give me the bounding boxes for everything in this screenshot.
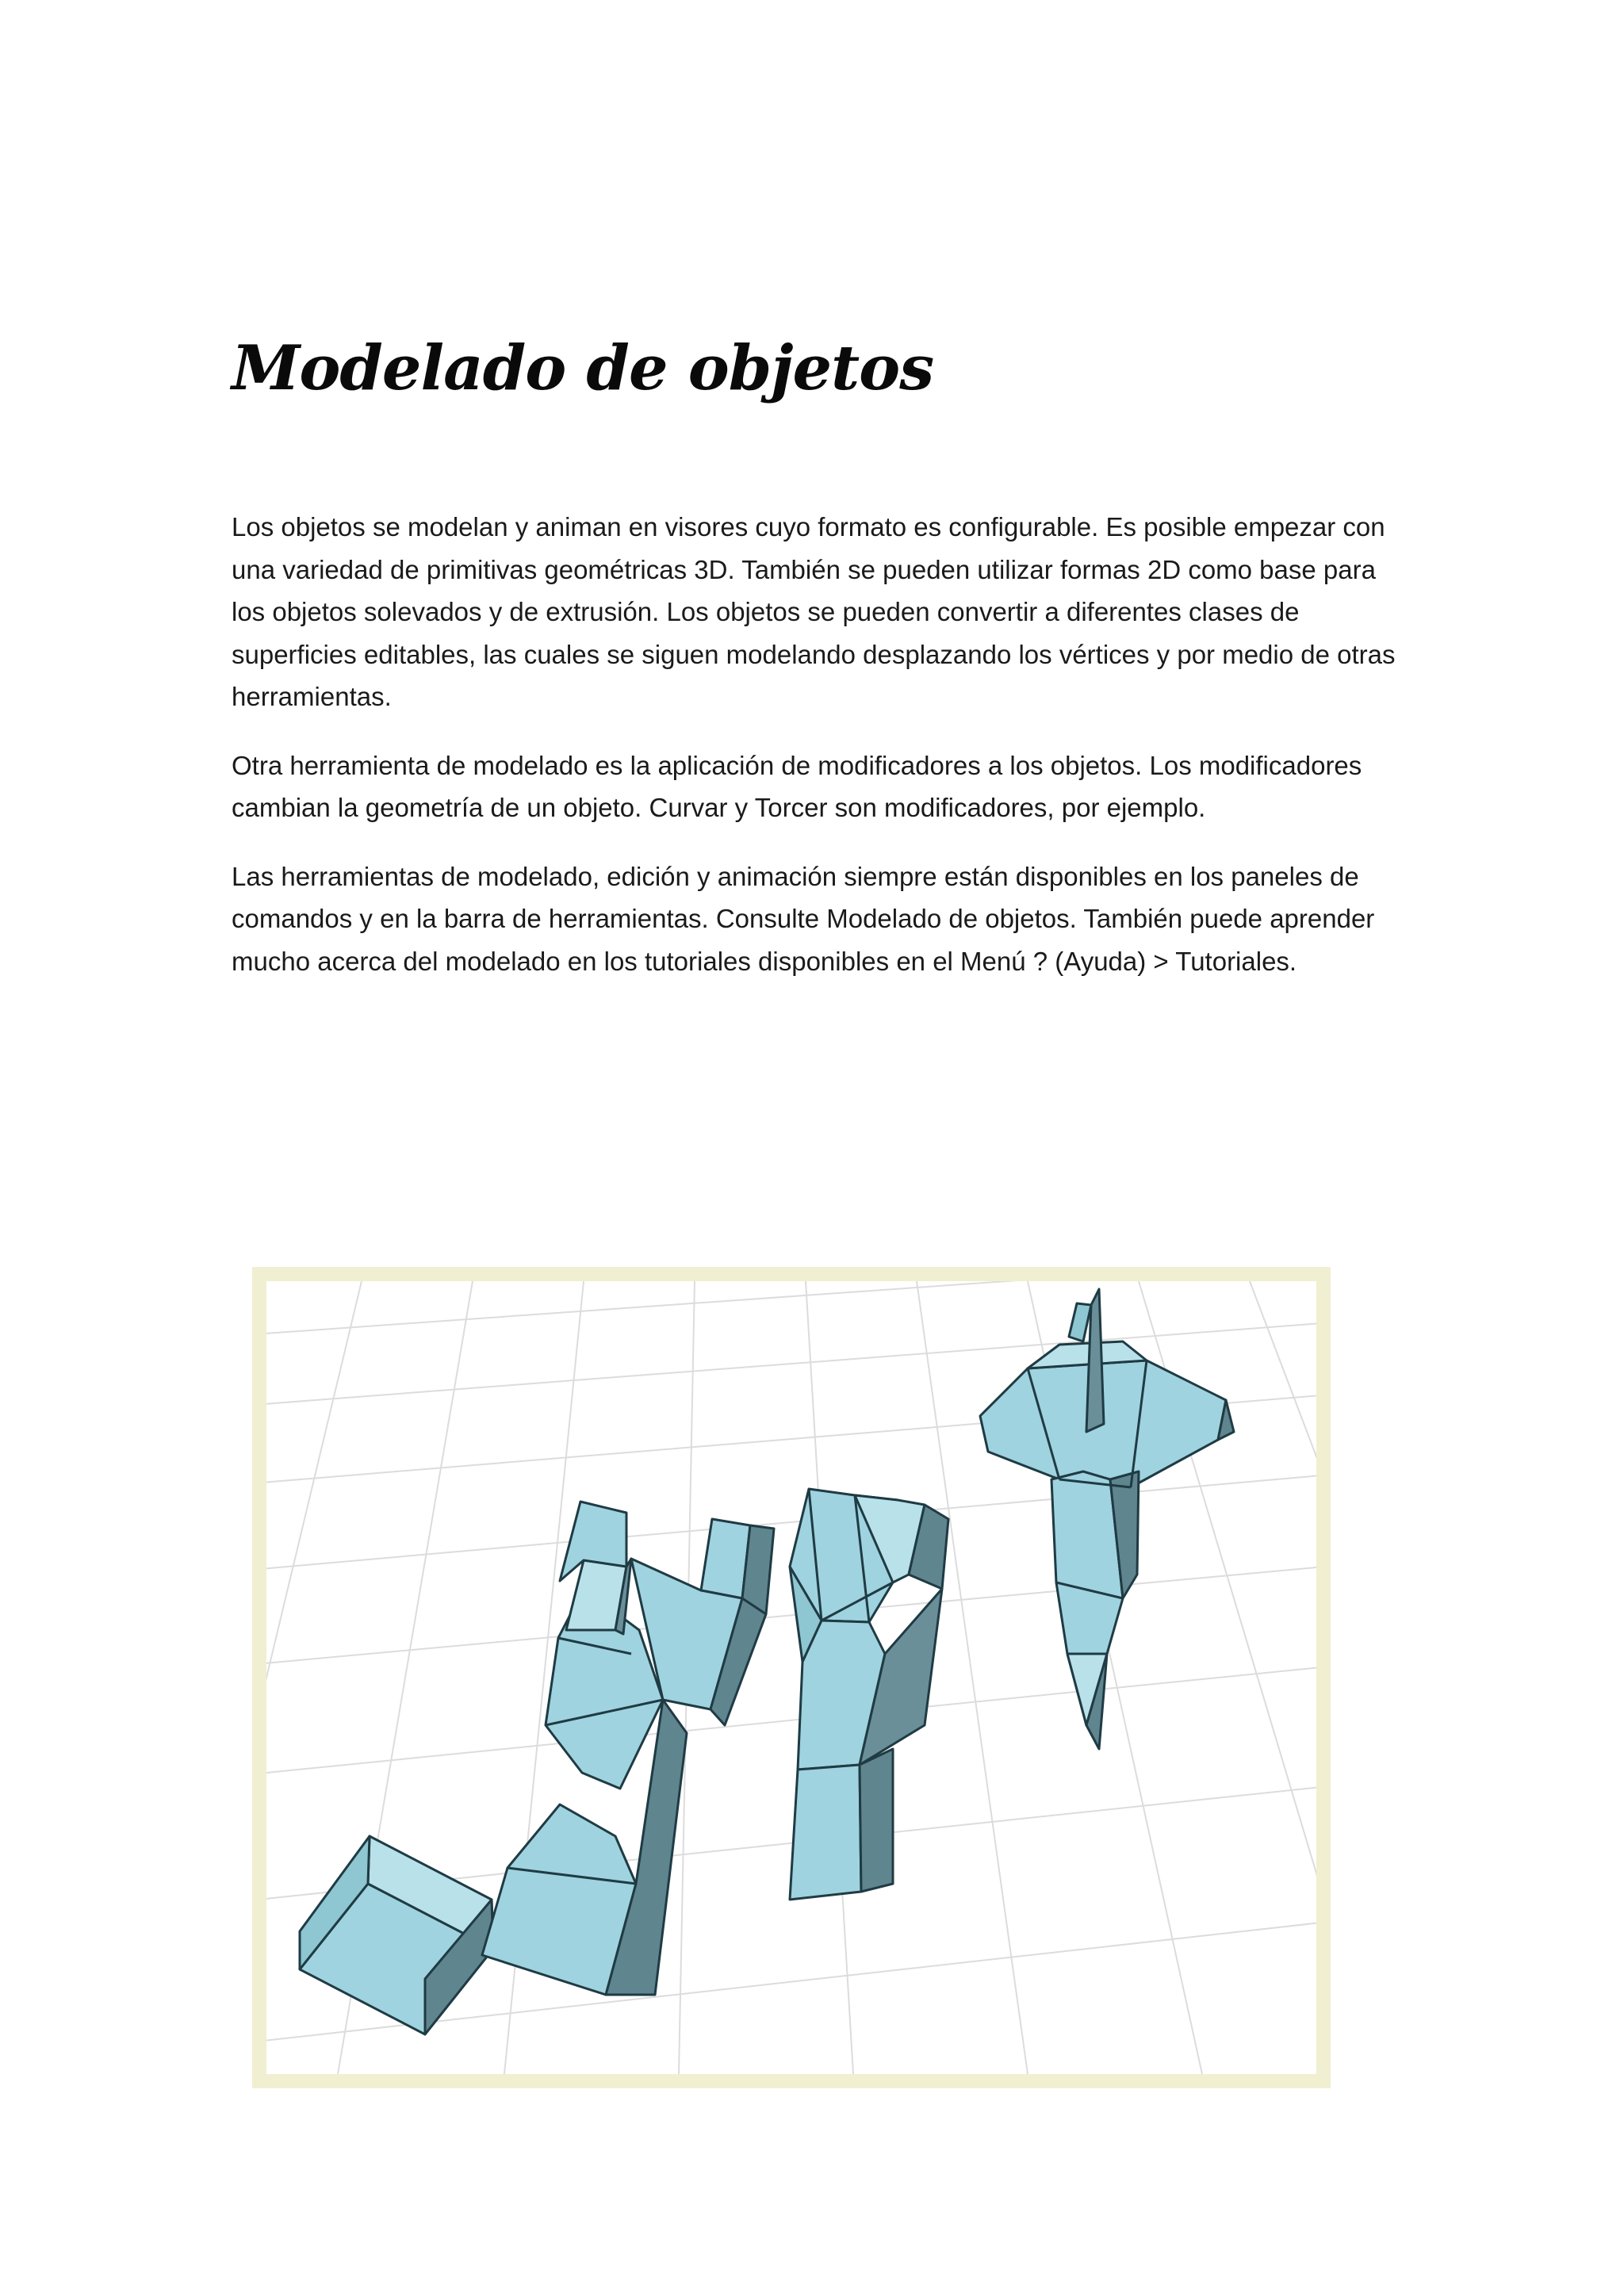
paragraph-3: Las herramientas de modelado, edición y animación siempre están disponibles en los paneles de comandos y en la barra de herramientas. Consulte Modelado de objetos. También puede aprender mucho acerca del modelado en los tutoriales disponibles en el Menú ? (Ayuda) > Tutoriales. — [232, 861, 1375, 976]
modeling-illustration-frame — [252, 1267, 1331, 2088]
page-title: Modelado de objetos — [232, 332, 934, 404]
modeling-illustration — [266, 1281, 1316, 2074]
paragraph-1: Los objetos se modelan y animan en visores cuyo formato es configurable. Es posible empezar con una variedad de primitivas geométricas 3D. También se pueden utilizar formas 2D como base para los objetos solevados y de extrusión. Los objetos se pueden convertir a diferentes clases de superficies editables, las cuales se siguen modelando desplazando los vértices y por medio de otras herramientas. — [232, 512, 1396, 711]
body-text — [232, 506, 1405, 1008]
paragraph-2: Otra herramienta de modelado es la aplicación de modificadores a los objetos. Los modificadores cambian la geometría de un objeto. Curvar y Torcer son modificadores, por ejemplo. — [232, 750, 1362, 822]
